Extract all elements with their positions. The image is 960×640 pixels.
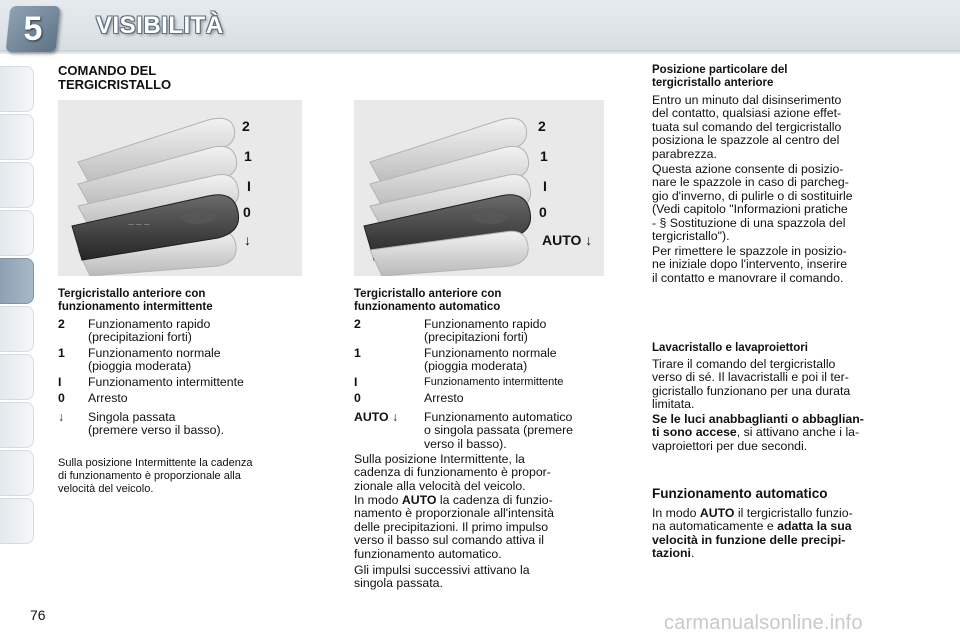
special-position-heading: Posizione particolare del tergicristallo anteriore (652, 64, 788, 89)
automatic-operation-heading: Funzionamento automatico (652, 486, 828, 501)
list-item: I Funzionamento intermittente (58, 375, 244, 389)
list-item: 0 Arresto (354, 391, 464, 405)
position-label-1: 1 (540, 148, 548, 164)
position-label-2: 2 (242, 118, 250, 134)
chapter-number: 5 (23, 9, 43, 48)
washer-paragraph-1: Tirare il comando del tergicristallo verso di sé. Il lavacristalli e poi il ter- gicristallo funzionano per una durata limitata. (652, 357, 851, 412)
header-divider (0, 50, 960, 54)
list-item: 0 Arresto (58, 391, 128, 405)
automatic-paragraph-1: Sulla posizione Intermittente, la cadenza di funzionamento è propor- zionale alla velocità del veicolo. (354, 452, 551, 493)
svg-text:— — —: — — — (128, 221, 150, 228)
special-position-paragraph-1: Entro un minuto dal disinserimento del contatto, qualsiasi azione effet- tuata sul comando del tergicristallo posiziona le spazzole al centro del parabrezza. (652, 93, 842, 161)
position-label-intermittent: I (543, 178, 547, 194)
list-item: ↓ Singola passata (premere verso il basso). (58, 410, 224, 438)
chapter-title: VISIBILITÀ (96, 12, 224, 39)
position-label-off: 0 (243, 204, 251, 220)
wiper-stalk-illustration (58, 100, 302, 276)
intermittent-note: Sulla posizione Intermittente la cadenza di funzionamento è proporzionale alla velocità del veicolo. (58, 457, 253, 495)
chapter-tab-strip (0, 54, 34, 584)
position-label-off: 0 (539, 204, 547, 220)
list-item: AUTO ↓ Funzionamento automatico o singola passata (premere verso il basso). (354, 410, 574, 451)
position-label-single-wipe: ↓ (244, 232, 251, 248)
special-position-paragraph-3: Per rimettere le spazzole in posizio- ne iniziale dopo l'intervento, inserire il contatto e manovrare il comando. (652, 244, 848, 285)
list-item: 2 Funzionamento rapido (precipitazioni forti) (58, 317, 211, 345)
automatic-paragraph-3: Gli impulsi successivi attivano la singola passata. (354, 563, 530, 591)
chapter-tab[interactable] (0, 306, 34, 352)
chapter-tab[interactable] (0, 162, 34, 208)
washer-heading: Lavacristallo e lavaproiettori (652, 342, 808, 354)
page-number: 76 (30, 607, 46, 623)
wiper-stalk-figure-automatic (354, 100, 604, 276)
arrow-down-icon: ↓ (58, 410, 65, 424)
position-label-auto: AUTO ↓ (542, 232, 593, 248)
wiper-stalk-figure-intermittent (58, 100, 302, 276)
chapter-tab[interactable] (0, 210, 34, 256)
chapter-tab[interactable] (0, 450, 34, 496)
list-item: 2 Funzionamento rapido (precipitazioni forti) (354, 317, 547, 345)
chapter-tab[interactable] (0, 354, 34, 400)
automatic-heading: Tergicristallo anteriore con funzionamento automatico (354, 288, 502, 313)
chapter-tab[interactable] (0, 402, 34, 448)
special-position-paragraph-2: Questa azione consente di posizio- nare le spazzole in caso di parcheg- gio d'inverno, di pulirle o di sostituirle (Vedi capitolo "Informazioni pratiche - § Sostituzione di una spazzola del tergicristallo"). (652, 162, 853, 244)
wiper-stalk-illustration (354, 100, 604, 276)
chapter-tab-active[interactable] (0, 258, 34, 304)
washer-paragraph-2: Se le luci anabbaglianti o abbaglian- ti sono accese, si attivano anche i la- vaproiettori per due secondi. (652, 412, 864, 453)
position-label-1: 1 (244, 148, 252, 164)
chapter-tab[interactable] (0, 498, 34, 544)
list-item: 1 Funzionamento normale (pioggia moderata) (58, 346, 221, 374)
chapter-tab[interactable] (0, 66, 34, 112)
intermittent-heading: Tergicristallo anteriore con funzionamento intermittente (58, 288, 213, 313)
automatic-paragraph-2: In modo AUTO la cadenza di funzio- namento è proporzionale all'intensità delle precipitazioni. Il primo impulso verso il basso sul comando attiva il funzionamento automatico. (354, 493, 554, 561)
automatic-operation-paragraph: In modo AUTO il tergicristallo funzio- na automaticamente e adatta la sua velocità in funzione delle precipi- tazioni. (652, 506, 853, 561)
list-item: I Funzionamento intermittente (354, 375, 564, 389)
position-label-intermittent: I (247, 178, 251, 194)
watermark: carmanualsonline.info (664, 612, 863, 634)
list-item: 1 Funzionamento normale (pioggia moderata) (354, 346, 557, 374)
chapter-tab[interactable] (0, 114, 34, 160)
position-label-2: 2 (538, 118, 546, 134)
section-title: COMANDO DEL TERGICRISTALLO (58, 63, 172, 92)
